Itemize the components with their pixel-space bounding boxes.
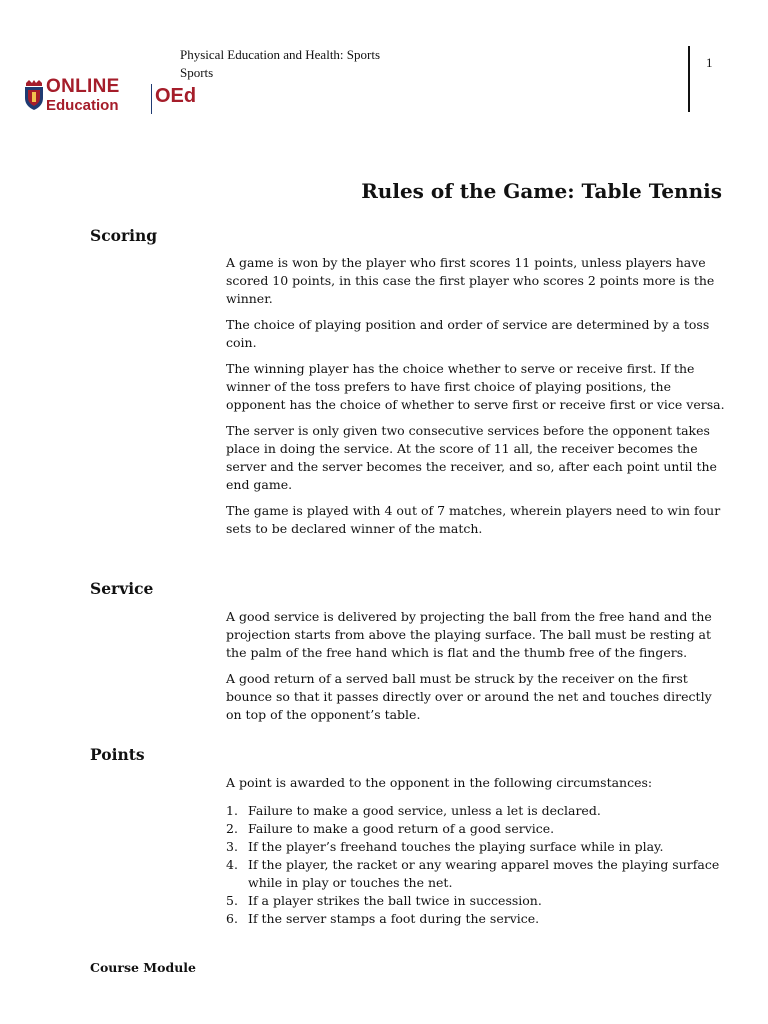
service-paragraph: A good return of a served ball must be struck by the receiver on the first bounce so that it passes directly over or around the net and touches directly on top of the opponent’s table. [226, 671, 712, 722]
section-body-scoring [226, 254, 726, 546]
list-item-text: If a player strikes the ball twice in succession. [248, 893, 542, 908]
crest-icon [24, 80, 44, 110]
list-item [226, 838, 726, 856]
course-title-line-2: Sports [180, 65, 214, 80]
list-item-number: 4. [226, 857, 238, 872]
course-title-line-1: Physical Education and Health: Sports [180, 47, 381, 62]
list-item-text: If the server stamps a foot during the service. [248, 911, 540, 926]
points-list [226, 802, 726, 928]
logo-divider [151, 84, 152, 114]
footer-course-module: Course Module [90, 960, 197, 975]
list-item-number: 5. [226, 893, 238, 908]
scoring-paragraph: The winning player has the choice whether to serve or receive first. If the winner of the toss prefers to have first choice of playing positions, the opponent has the choice of whether to serve first or receive first or vice versa. [226, 361, 725, 412]
online-education-logo [24, 76, 197, 118]
logo-wordmark-oed: OEd [155, 85, 197, 107]
list-item-number: 2. [226, 821, 238, 836]
list-item [226, 856, 726, 892]
scoring-paragraph: The choice of playing position and order of service are determined by a toss coin. [226, 317, 710, 350]
list-item [226, 892, 726, 910]
service-paragraph: A good service is delivered by projecting the ball from the free hand and the projection starts from above the playing surface. The ball must be resting at the palm of the free hand which is flat and the thumb free of the fingers. [226, 609, 712, 660]
list-item-number: 1. [226, 803, 238, 818]
document-title: Rules of the Game: Table Tennis [361, 179, 722, 203]
scoring-paragraph: The server is only given two consecutive services before the opponent takes place in doing the service. At the score of 11 all, the receiver becomes the server and the server becomes the receiver, and so, after each point until the end game. [226, 423, 717, 492]
list-item-number: 6. [226, 911, 238, 926]
section-heading-points: Points [90, 745, 145, 764]
list-item-text: If the player’s freehand touches the playing surface while in play. [248, 839, 664, 854]
logo-wordmark-education: Education [46, 97, 119, 114]
logo-wordmark-online: ONLINE [46, 76, 120, 97]
section-heading-service: Service [90, 579, 154, 598]
list-item-text: Failure to make a good service, unless a let is declared. [248, 803, 601, 818]
section-body-service [226, 608, 726, 732]
scoring-paragraph: A game is won by the player who first scores 11 points, unless players have scored 10 points, in this case the first player who scores 2 points more is the winner. [226, 255, 715, 306]
list-item-number: 3. [226, 839, 238, 854]
list-item [226, 910, 726, 928]
header-divider [688, 46, 690, 112]
section-body-points [226, 774, 726, 928]
list-item-text: If the player, the racket or any wearing apparel moves the playing surface while in play or touches the net. [248, 857, 720, 890]
course-header [180, 46, 600, 82]
scoring-paragraph: The game is played with 4 out of 7 matches, wherein players need to win four sets to be declared winner of the match. [226, 503, 721, 536]
section-heading-scoring: Scoring [90, 226, 158, 245]
list-item-text: Failure to make a good return of a good service. [248, 821, 555, 836]
page-number: 1 [706, 55, 713, 70]
list-item [226, 802, 726, 820]
points-intro: A point is awarded to the opponent in the following circumstances: [226, 775, 653, 790]
list-item [226, 820, 726, 838]
